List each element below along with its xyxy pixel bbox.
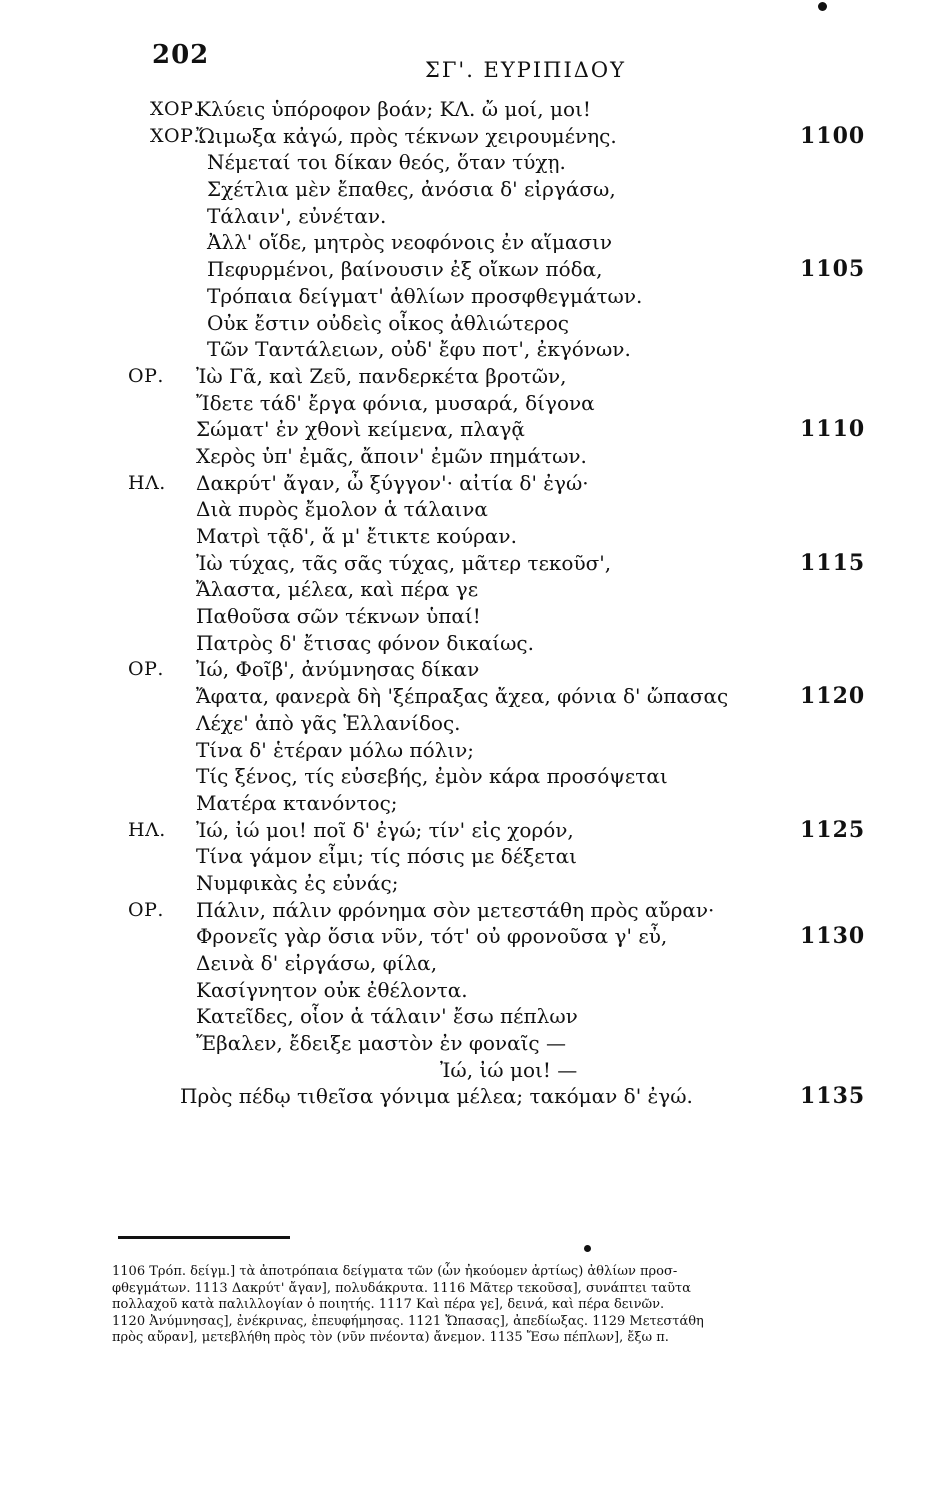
verse-text: Κλύεις ὑπόροφον βοάν; ΚΛ. ὤ μοί, μοι! xyxy=(196,97,591,121)
verse-line xyxy=(0,229,927,256)
verse-line xyxy=(0,603,927,630)
verse-text: Διὰ πυρὸς ἔμολον ἁ τάλαινα xyxy=(196,497,488,522)
verse-line xyxy=(0,923,927,950)
verse-text: Πρὸς πέδῳ τιθεῖσα γόνιμα μέλεα; τακόμαν δ' ἐγώ. xyxy=(180,1084,693,1109)
verse-text: Τάλαιν', εὐνέταν. xyxy=(207,203,387,228)
verse-line xyxy=(0,1083,927,1110)
speaker-label: ΧΟΡ. xyxy=(150,98,200,120)
verse-text: Ματέρα κτανόντος; xyxy=(196,790,398,815)
verse-text: Ἰὼ τύχας, τᾶς σᾶς τύχας, μᾶτερ τεκοῦσ', xyxy=(196,550,612,575)
footnotes xyxy=(112,1264,852,1347)
line-number: 1120 xyxy=(800,683,866,710)
speaker-label: ΟΡ. xyxy=(128,898,164,921)
verse-block xyxy=(0,96,927,1110)
verse-line xyxy=(0,1057,927,1084)
verse-line xyxy=(0,176,927,203)
verse-text: Πάλιν, πάλιν φρόνημα σὸν μετεστάθη πρὸς αὔραν· xyxy=(196,897,715,922)
verse-line xyxy=(0,1003,927,1030)
verse-line xyxy=(0,256,927,283)
verse-text: Ἀλλ' οἵδε, μητρὸς νεοφόνοις ἐν αἵμασιν xyxy=(207,230,613,255)
verse-text: Πατρὸς δ' ἔτισας φόνον δικαίως. xyxy=(196,630,534,655)
verse-line xyxy=(0,550,927,577)
verse-text: Σώματ' ἐν χθονὶ κείμενα, πλαγᾷ xyxy=(196,417,525,442)
line-number: 1115 xyxy=(800,549,866,576)
running-head: ΣΓ'. ΕΥΡΙΠΙΔΟΥ xyxy=(425,58,627,82)
line-number: 1100 xyxy=(800,122,866,149)
verse-line xyxy=(0,763,927,790)
verse-line xyxy=(0,203,927,230)
verse-line xyxy=(0,817,927,844)
verse-text: Ἄφατα, φανερὰ δὴ 'ξέπραξας ἄχεα, φόνια δ' ὤπασας xyxy=(196,684,729,709)
verse-text: Παθοῦσα σῶν τέκνων ὑπαί! xyxy=(196,604,481,629)
verse-line xyxy=(0,443,927,470)
verse-text: Ἄλαστα, μέλεα, καὶ πέρα γε xyxy=(196,577,479,602)
verse-line xyxy=(0,149,927,176)
verse-text: Νυμφικὰς ἐς εὐνάς; xyxy=(196,870,399,895)
verse-line xyxy=(0,523,927,550)
verse-line xyxy=(0,843,927,870)
footnote-line: πολλαχοῦ κατὰ παλιλλογίαν ὁ ποιητής. 1117 Καὶ πέρα γε], δεινά, καὶ πέρα δεινῶν. xyxy=(112,1297,665,1312)
verse-line xyxy=(0,737,927,764)
speaker-label: ΗΛ. xyxy=(128,818,166,841)
verse-text: Ἰώ, ἰώ μοι! ποῖ δ' ἐγώ; τίν' εἰς χορόν, xyxy=(196,817,574,842)
verse-line xyxy=(0,310,927,337)
verse-line xyxy=(0,336,927,363)
footnote-rule xyxy=(118,1236,290,1239)
verse-line xyxy=(0,576,927,603)
verse-line xyxy=(0,790,927,817)
verse-line xyxy=(0,96,927,123)
verse-text: Τίνα δ' ἑτέραν μόλω πόλιν; xyxy=(196,737,475,762)
verse-text: Λέχε' ἀπὸ γᾶς Ἑλλανίδος. xyxy=(196,710,461,735)
page-number: 202 xyxy=(152,40,210,70)
verse-line xyxy=(0,870,927,897)
verse-text: Κασίγνητον οὐκ ἐθέλοντα. xyxy=(196,977,468,1002)
footnote-line: φθεγμάτων. 1113 Δακρύτ' ἄγαν], πολυδάκρυτα. 1116 Μᾶτερ τεκοῦσα], συνάπτει ταῦτα xyxy=(112,1280,691,1296)
verse-line xyxy=(0,470,927,497)
footnote-line: πρὸς αὔραν], μετεβλήθη πρὸς τὸν (νῦν πνέοντα) ἄνεμον. 1135 Ἔσω πέπλων], ἔξω π. xyxy=(112,1330,669,1345)
line-number: 1110 xyxy=(800,416,866,443)
verse-line xyxy=(0,363,927,390)
footnote-line: 1120 Ἀνύμνησας], ἐνέκρινας, ἐπευφήμησας. 1121 Ὤπασας], ἀπεδίωξας. 1129 Μετεστάθη xyxy=(112,1313,704,1329)
verse-text: Ἰώ, ἰώ μοι! — xyxy=(440,1057,578,1082)
verse-text: Κατεῖδες, οἷον ἁ τάλαιν' ἔσω πέπλων xyxy=(196,1004,578,1029)
verse-text: Ἰώ, Φοῖβ', ἀνύμνησας δίκαν xyxy=(196,657,480,682)
speaker-label: ΗΛ. xyxy=(128,471,166,494)
verse-text: Τίνα γάμον εἶμι; τίς πόσις με δέξεται xyxy=(196,844,577,869)
ink-dot-mark xyxy=(818,2,827,11)
verse-text: Ἔβαλεν, ἔδειξε μαστὸν ἐν φοναῖς — xyxy=(196,1031,566,1056)
verse-line xyxy=(0,416,927,443)
verse-text: Ἰὼ Γᾶ, καὶ Ζεῦ, πανδερκέτα βροτῶν, xyxy=(196,363,567,388)
verse-text: Τρόπαια δείγματ' ἀθλίων προσφθεγμάτων. xyxy=(207,283,643,308)
line-number: 1135 xyxy=(800,1083,866,1110)
verse-line xyxy=(0,630,927,657)
line-number: 1105 xyxy=(800,256,866,283)
verse-text: Ματρὶ τᾷδ', ἅ μ' ἔτικτε κούραν. xyxy=(196,524,517,548)
verse-line xyxy=(0,390,927,417)
verse-line xyxy=(0,710,927,737)
line-number: 1130 xyxy=(800,923,866,950)
speaker-label: ΟΡ. xyxy=(128,364,164,387)
verse-text: Ὤιμωξα κἀγώ, πρὸς τέκνων χειρουμένης. xyxy=(196,123,617,148)
verse-text: Φρονεῖς γὰρ ὅσια νῦν, τότ' οὐ φρονοῦσα γ' εὖ, xyxy=(196,924,668,949)
verse-text: Νέμεταί τοι δίκαν θεός, ὅταν τύχῃ. xyxy=(207,150,566,175)
speaker-label: ΟΡ. xyxy=(128,658,164,681)
verse-line xyxy=(0,683,927,710)
verse-text: Πεφυρμένοι, βαίνουσιν ἐξ οἴκων πόδα, xyxy=(207,257,603,282)
line-number: 1125 xyxy=(800,816,866,843)
ink-dot-mark xyxy=(584,1245,591,1252)
verse-text: Τῶν Ταντάλειων, οὐδ' ἔφυ ποτ', ἐκγόνων. xyxy=(207,337,631,362)
verse-text: Σχέτλια μὲν ἔπαθες, ἀνόσια δ' εἰργάσω, xyxy=(207,177,616,202)
speaker-label: ΧΟΡ. xyxy=(150,124,200,147)
verse-text: Τίς ξένος, τίς εὐσεβής, ἐμὸν κάρα προσόψεται xyxy=(196,764,668,789)
verse-text: Δεινὰ δ' εἰργάσω, φίλα, xyxy=(196,951,438,975)
footnote-line: 1106 Τρόπ. δείγμ.] τὰ ἀποτρόπαια δείγματα τῶν (ὧν ἠκούομεν ἀρτίως) ἀθλίων προσ- xyxy=(112,1264,678,1279)
verse-line xyxy=(0,123,927,150)
verse-line xyxy=(0,977,927,1004)
verse-text: Χερὸς ὑπ' ἐμᾶς, ἄποιν' ἐμῶν πημάτων. xyxy=(196,443,587,468)
verse-text: Ἴδετε τάδ' ἔργα φόνια, μυσαρά, δίγονα xyxy=(196,390,595,415)
verse-line xyxy=(0,496,927,523)
verse-line xyxy=(0,283,927,310)
verse-line xyxy=(0,950,927,977)
verse-text: Οὐκ ἔστιν οὐδεὶς οἶκος ἀθλιώτερος xyxy=(207,310,570,335)
verse-line xyxy=(0,897,927,924)
verse-line xyxy=(0,1030,927,1057)
verse-line xyxy=(0,656,927,683)
verse-text: Δακρύτ' ἄγαν, ὦ ξύγγον'· αἰτία δ' ἐγώ· xyxy=(196,470,589,495)
